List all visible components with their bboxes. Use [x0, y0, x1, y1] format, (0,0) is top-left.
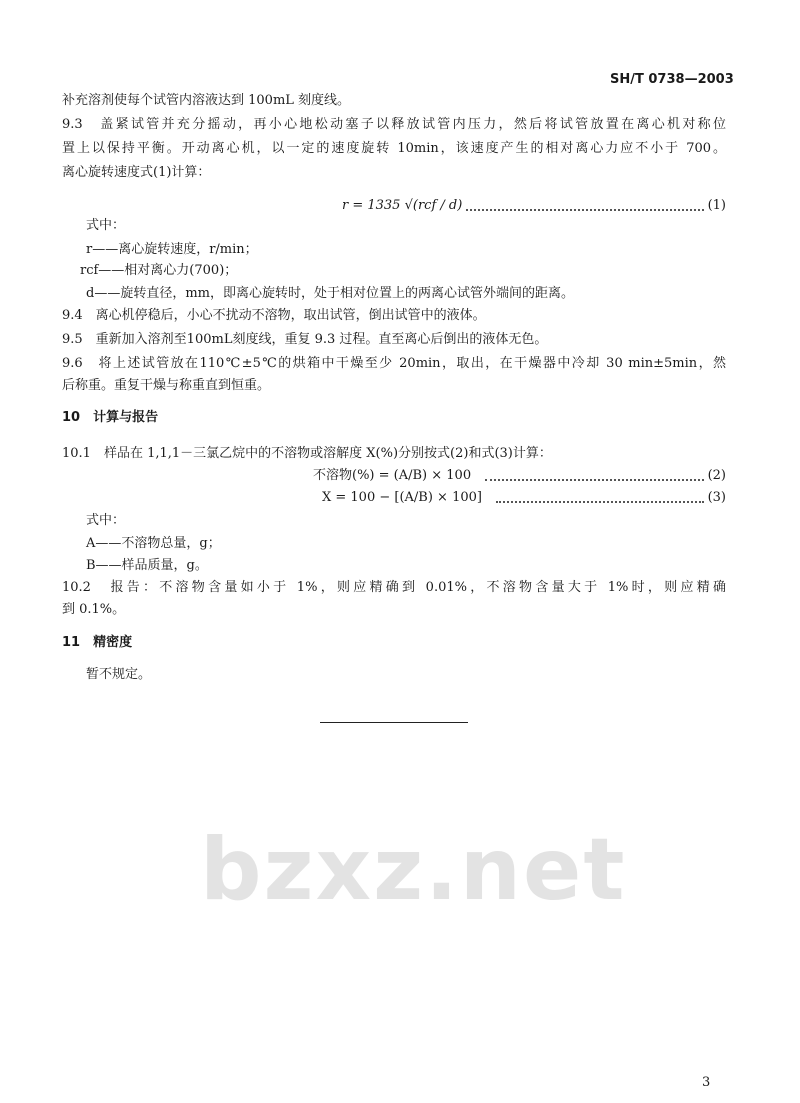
equation-1-expr: r = 1335 √(rcf / d) [342, 198, 463, 213]
equation-2 [313, 467, 726, 485]
equation-3 [322, 489, 726, 507]
watermark: bzxz.net [200, 820, 627, 920]
end-rule [320, 722, 468, 723]
where-label: 式中： [86, 513, 126, 528]
equation-3-expr: X = 100 − [(A/B) × 100] [322, 490, 482, 505]
section-11-text: 暂不规定。 [86, 667, 152, 682]
leader-dots [496, 493, 704, 503]
section-9-3-line3: 离心旋转速度式(1)计算： [62, 165, 211, 180]
section-10-2-line2: 到 0.1%。 [62, 602, 126, 617]
where-label: 式中： [86, 218, 126, 233]
definition-d: d——旋转直径，mm，即离心旋转时，处于相对位置上的两离心试管外端间的距离。 [86, 286, 574, 301]
heading-11: 11 精密度 [62, 635, 133, 650]
paragraph-line: 补充溶剂使每个试管内溶液达到 100mL 刻度线。 [62, 93, 351, 108]
leader-dots [485, 471, 703, 481]
leader-dots [466, 201, 703, 211]
definition-rcf: rcf——相对离心力(700)； [80, 263, 238, 278]
section-9-5: 9.5 重新加入溶剂至100mL刻度线，重复 9.3 过程。直至离心后倒出的液体无色。 [62, 332, 548, 347]
heading-10: 10 计算与报告 [62, 410, 159, 425]
definition-r: r——离心旋转速度，r/min； [86, 242, 258, 257]
section-9-4: 9.4 离心机停稳后，小心不扰动不溶物，取出试管，倒出试管中的液体。 [62, 308, 486, 323]
definition-a: A——不溶物总量，g； [86, 536, 221, 551]
section-9-6-line1: 9.6 将上述试管放在110℃±5℃的烘箱中干燥至少 20min，取出，在干燥器中冷却 30 min±5min，然 [62, 356, 726, 371]
section-10-1: 10.1 样品在 1,1,1－三氯乙烷中的不溶物或溶解度 X(%)分别按式(2)和式(3)计算： [62, 446, 552, 461]
section-9-6-line2: 后称重。重复干燥与称重直到恒重。 [62, 378, 271, 393]
equation-1-number: (1) [707, 198, 726, 213]
section-9-3-line2: 置上以保持平衡。开动离心机，以一定的速度旋转 10min，该速度产生的相对离心力应不小于 700。 [62, 141, 726, 156]
doc-code-header: SH/T 0738—2003 [610, 72, 734, 87]
equation-3-number: (3) [707, 490, 726, 505]
definition-b: B——样品质量，g。 [86, 558, 208, 573]
page-number: 3 [702, 1075, 711, 1090]
section-9-3-line1: 9.3 盖紧试管并充分摇动，再小心地松动塞子以释放试管内压力，然后将试管放置在离心机对称位 [62, 117, 726, 132]
equation-2-expr: 不溶物(%) = (A/B) × 100 [313, 468, 472, 483]
equation-2-number: (2) [707, 468, 726, 483]
section-10-2-line1: 10.2 报告：不溶物含量如小于 1%，则应精确到 0.01%，不溶物含量大于 1%时，则应精确 [62, 580, 726, 595]
equation-1 [342, 197, 726, 215]
